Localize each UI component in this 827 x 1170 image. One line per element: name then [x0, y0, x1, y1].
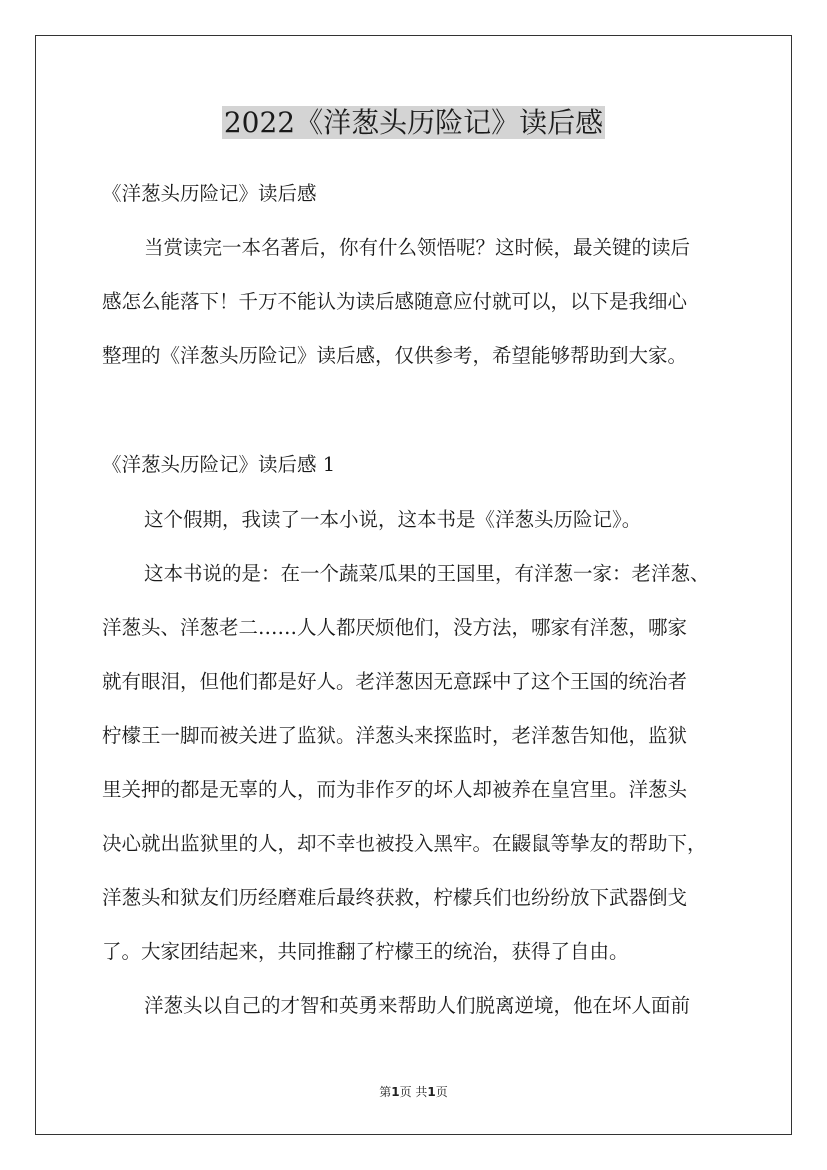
body-line-8: 洋葱头和狱友们历经磨难后最终获救，柠檬兵们也纷纷放下武器倒戈: [102, 886, 688, 909]
intro-line-1: 当赏读完一本名著后，你有什么领悟呢？这时候，最关键的读后: [144, 236, 691, 259]
body-line-9: 了。大家团结起来，共同推翻了柠檬王的统治，获得了自由。: [102, 940, 629, 963]
document-subtitle: 《洋葱头历险记》读后感: [102, 182, 317, 205]
section-heading: 《洋葱头历险记》读后感 1: [102, 453, 336, 476]
footer-prefix: 第: [379, 1085, 392, 1099]
body-line-2: 这本书说的是：在一个蔬菜瓜果的王国里，有洋葱一家：老洋葱、: [144, 562, 710, 585]
body-line-6: 里关押的都是无辜的人，而为非作歹的坏人却被养在皇宫里。洋葱头: [102, 778, 688, 801]
document-title: [0, 103, 827, 143]
page-footer: [0, 1083, 827, 1101]
document-title-text: 2022《洋葱头历险记》读后感: [223, 106, 604, 139]
body-line-7: 决心就出监狱里的人，却不幸也被投入黑牢。在鼹鼠等挚友的帮助下，: [102, 832, 707, 855]
body-line-3: 洋葱头、洋葱老二……人人都厌烦他们，没方法，哪家有洋葱，哪家: [102, 616, 688, 639]
footer-mid: 页 共: [399, 1085, 428, 1099]
intro-line-2: 感怎么能落下！千万不能认为读后感随意应付就可以，以下是我细心: [102, 290, 688, 313]
footer-current-page: 1: [391, 1085, 400, 1099]
body-line-1: 这个假期，我读了一本小说，这本书是《洋葱头历险记》。: [144, 508, 642, 531]
intro-line-3: 整理的《洋葱头历险记》读后感，仅供参考，希望能够帮助到大家。: [102, 344, 688, 367]
footer-total-pages: 1: [427, 1085, 436, 1099]
body-line-4: 就有眼泪，但他们都是好人。老洋葱因无意踩中了这个王国的统治者: [102, 670, 688, 693]
footer-suffix: 页: [435, 1085, 448, 1099]
body-line-5: 柠檬王一脚而被关进了监狱。洋葱头来探监时，老洋葱告知他，监狱: [102, 724, 688, 747]
body-line-10: 洋葱头以自己的才智和英勇来帮助人们脱离逆境，他在坏人面前: [144, 994, 691, 1017]
